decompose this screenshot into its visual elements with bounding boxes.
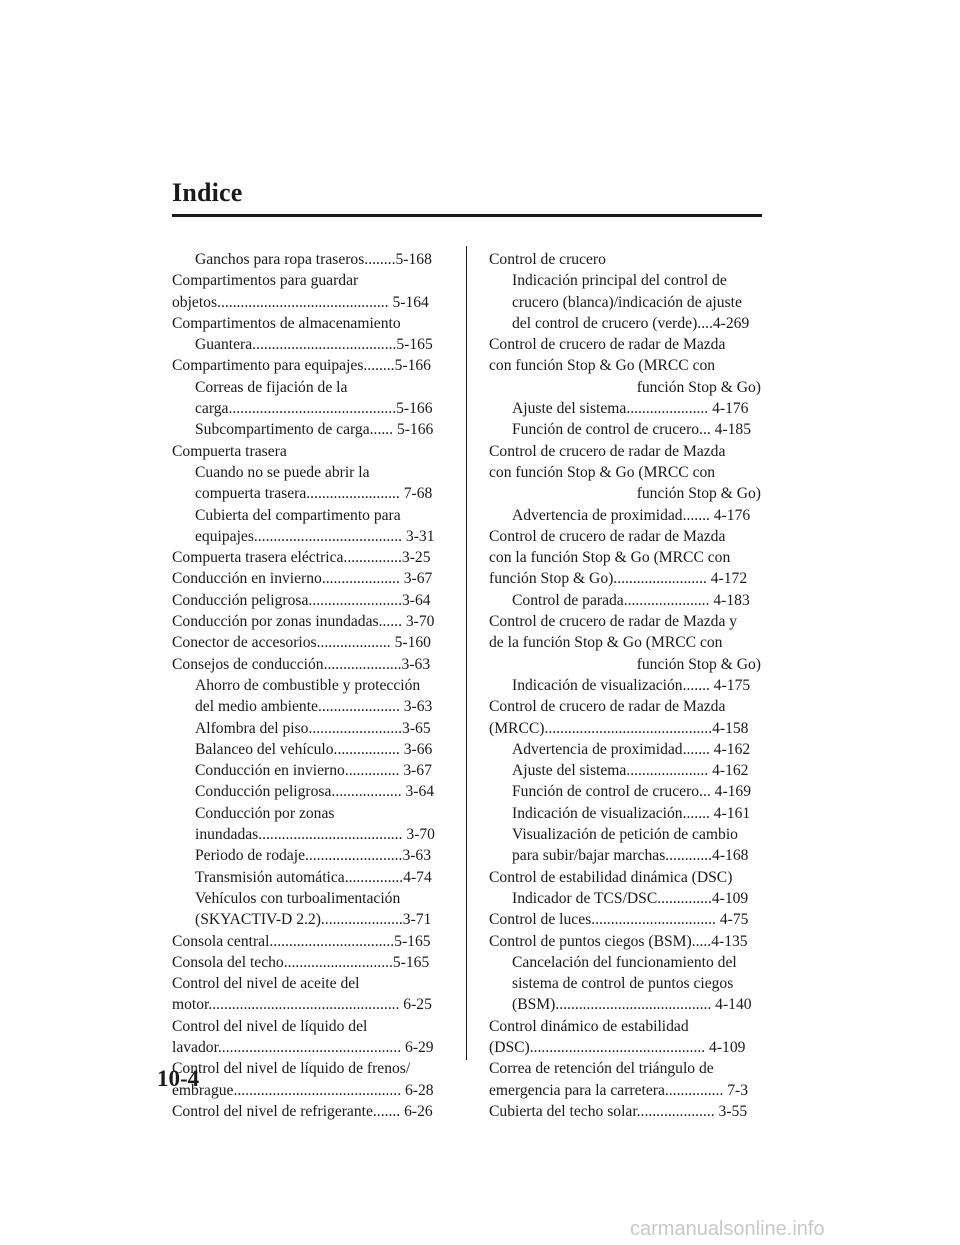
- index-subentry: para subir/bajar marchas............4-168: [512, 847, 749, 865]
- index-entry: Control del nivel de refrigerante....... 6-26: [172, 1102, 433, 1120]
- index-entry: Compuerta trasera eléctrica...............3-25: [172, 549, 431, 567]
- index-entry: Conducción en invierno.................... 3-67: [172, 570, 433, 588]
- index-subentry: equipajes...................................... 3-31: [195, 527, 435, 545]
- header-rule: [172, 214, 762, 217]
- index-entry: Control del nivel de líquido del: [172, 1017, 368, 1035]
- index-entry: Compartimentos para guardar: [172, 272, 359, 290]
- index-subentry: Ahorro de combustible y protección: [195, 676, 421, 694]
- index-subentry: Indicador de TCS/DSC..............4-109: [512, 889, 749, 907]
- index-entry: Conducción peligrosa........................3-64: [172, 591, 431, 609]
- index-subentry: Alfombra del piso........................3-65: [195, 719, 431, 737]
- index-entry: Consejos de conducción....................3-63: [172, 655, 431, 673]
- index-subentry: Advertencia de proximidad....... 4-176: [512, 506, 751, 524]
- index-subentry: (BSM)........................................ 4-140: [512, 996, 752, 1014]
- index-entry: función Stop & Go): [636, 378, 761, 396]
- index-subentry: Transmisión automática...............4-74: [195, 868, 432, 886]
- index-entry: función Stop & Go): [636, 485, 761, 503]
- index-subentry: Correas de fijación de la: [195, 378, 348, 396]
- index-entry: de la función Stop & Go (MRCC con: [489, 634, 723, 652]
- index-entry: Compuerta trasera: [172, 442, 287, 460]
- index-subentry: Conducción peligrosa.................. 3-64: [195, 783, 435, 801]
- index-subentry: Ajuste del sistema..................... 4-176: [512, 400, 749, 418]
- index-subentry: Control de parada...................... 4-183: [512, 591, 750, 609]
- index-entry: con la función Stop & Go (MRCC con: [489, 549, 731, 567]
- index-entry: Cubierta del techo solar.................... 3-55: [489, 1102, 748, 1120]
- index-entry: motor................................................. 6-25: [172, 996, 432, 1014]
- index-entry: Control de puntos ciegos (BSM).....4-135: [489, 932, 748, 950]
- index-subentry: Cuando no se puede abrir la: [195, 463, 370, 481]
- index-subentry: Ajuste del sistema..................... 4-162: [512, 762, 749, 780]
- index-entry: con función Stop & Go (MRCC con: [489, 463, 716, 481]
- index-subentry: Cubierta del compartimento para: [195, 506, 401, 524]
- index-subentry: sistema de control de puntos ciegos: [512, 975, 734, 993]
- index-entry: Compartimento para equipajes........5-166: [172, 357, 431, 375]
- index-entry: Control del nivel de aceite del: [172, 975, 360, 993]
- index-entry: Control de crucero de radar de Mazda y: [489, 613, 738, 631]
- index-entry: Correa de retención del triángulo de: [489, 1060, 714, 1078]
- index-entry: Compartimentos de almacenamiento: [172, 314, 401, 332]
- index-subentry: Visualización de petición de cambio: [512, 826, 738, 844]
- index-subentry: del medio ambiente..................... 3-63: [195, 698, 433, 716]
- index-entry: (DSC)............................................. 4-109: [489, 1038, 746, 1056]
- index-subentry: Conducción por zonas: [195, 804, 335, 822]
- index-subentry: Periodo de rodaje.........................3-63: [195, 847, 432, 865]
- index-entry: Control de crucero: [489, 251, 606, 268]
- index-subentry: compuerta trasera........................ 7-68: [195, 485, 433, 503]
- index-entry: Control de crucero de radar de Mazda: [489, 698, 726, 716]
- index-subentry: (SKYACTIV-D 2.2).....................3-71: [195, 911, 432, 929]
- index-entry: Control de crucero de radar de Mazda: [489, 527, 726, 545]
- index-subentry: Ganchos para ropa traseros........5-168: [195, 251, 432, 268]
- index-entry: objetos............................................ 5-164: [172, 293, 429, 311]
- index-entry: lavador............................................... 6-29: [172, 1038, 434, 1056]
- column-divider: [466, 246, 467, 1060]
- index-subentry: del control de crucero (verde)....4-269: [512, 314, 750, 332]
- index-subentry: Advertencia de proximidad....... 4-162: [512, 740, 751, 758]
- index-entry: Control del nivel de líquido de frenos/: [172, 1060, 411, 1078]
- index-entry: embrague........................................... 6-28: [172, 1081, 434, 1099]
- index-subentry: Guantera.....................................5-165: [195, 336, 433, 354]
- index-entry: función Stop & Go): [636, 655, 761, 673]
- index-subentry: Conducción en invierno.............. 3-67: [195, 762, 432, 780]
- index-entry: Control dinámico de estabilidad: [489, 1017, 689, 1035]
- index-entry: Consola del techo............................5-165: [172, 953, 430, 971]
- index-entry: emergencia para la carretera............... 7-3: [489, 1081, 749, 1099]
- watermark: carmanualsonline.info: [630, 1218, 825, 1240]
- index-subentry: Indicación principal del control de: [512, 272, 727, 290]
- index-subentry: inundadas..................................... 3-70: [195, 826, 435, 844]
- index-subentry: carga...........................................5-166: [195, 400, 433, 418]
- index-entry: Conducción por zonas inundadas...... 3-70: [172, 613, 435, 631]
- index-subentry: Balanceo del vehículo................. 3-66: [195, 740, 433, 758]
- index-column-right: [489, 249, 761, 1122]
- index-entry: Control de crucero de radar de Mazda: [489, 442, 726, 460]
- index-subentry: Vehículos con turboalimentación: [195, 889, 401, 907]
- index-entry: Control de luces................................ 4-75: [489, 911, 749, 929]
- index-entry: función Stop & Go)........................ 4-172: [489, 570, 748, 588]
- index-entry: Conector de accesorios................... 5-160: [172, 634, 431, 652]
- index-entry: con función Stop & Go (MRCC con: [489, 357, 716, 375]
- index-entry: (MRCC)...........................................4-158: [489, 719, 749, 737]
- index-column-left: [172, 249, 444, 1122]
- index-subentry: Indicación de visualización....... 4-161: [512, 804, 751, 822]
- index-subentry: Cancelación del funcionamiento del: [512, 953, 737, 971]
- index-subentry: Indicación de visualización....... 4-175: [512, 676, 751, 694]
- index-entry: Control de estabilidad dinámica (DSC): [489, 868, 733, 886]
- index-entry: Control de crucero de radar de Mazda: [489, 336, 726, 354]
- index-subentry: Función de control de crucero... 4-169: [512, 783, 752, 801]
- index-subentry: Subcompartimento de carga...... 5-166: [195, 421, 434, 439]
- index-entry: Consola central................................5-165: [172, 932, 431, 950]
- index-subentry: Función de control de crucero... 4-185: [512, 421, 752, 439]
- page-number: 10-4: [157, 1066, 200, 1091]
- page-title: Indice: [172, 178, 243, 207]
- index-subentry: crucero (blanca)/indicación de ajuste: [512, 293, 742, 311]
